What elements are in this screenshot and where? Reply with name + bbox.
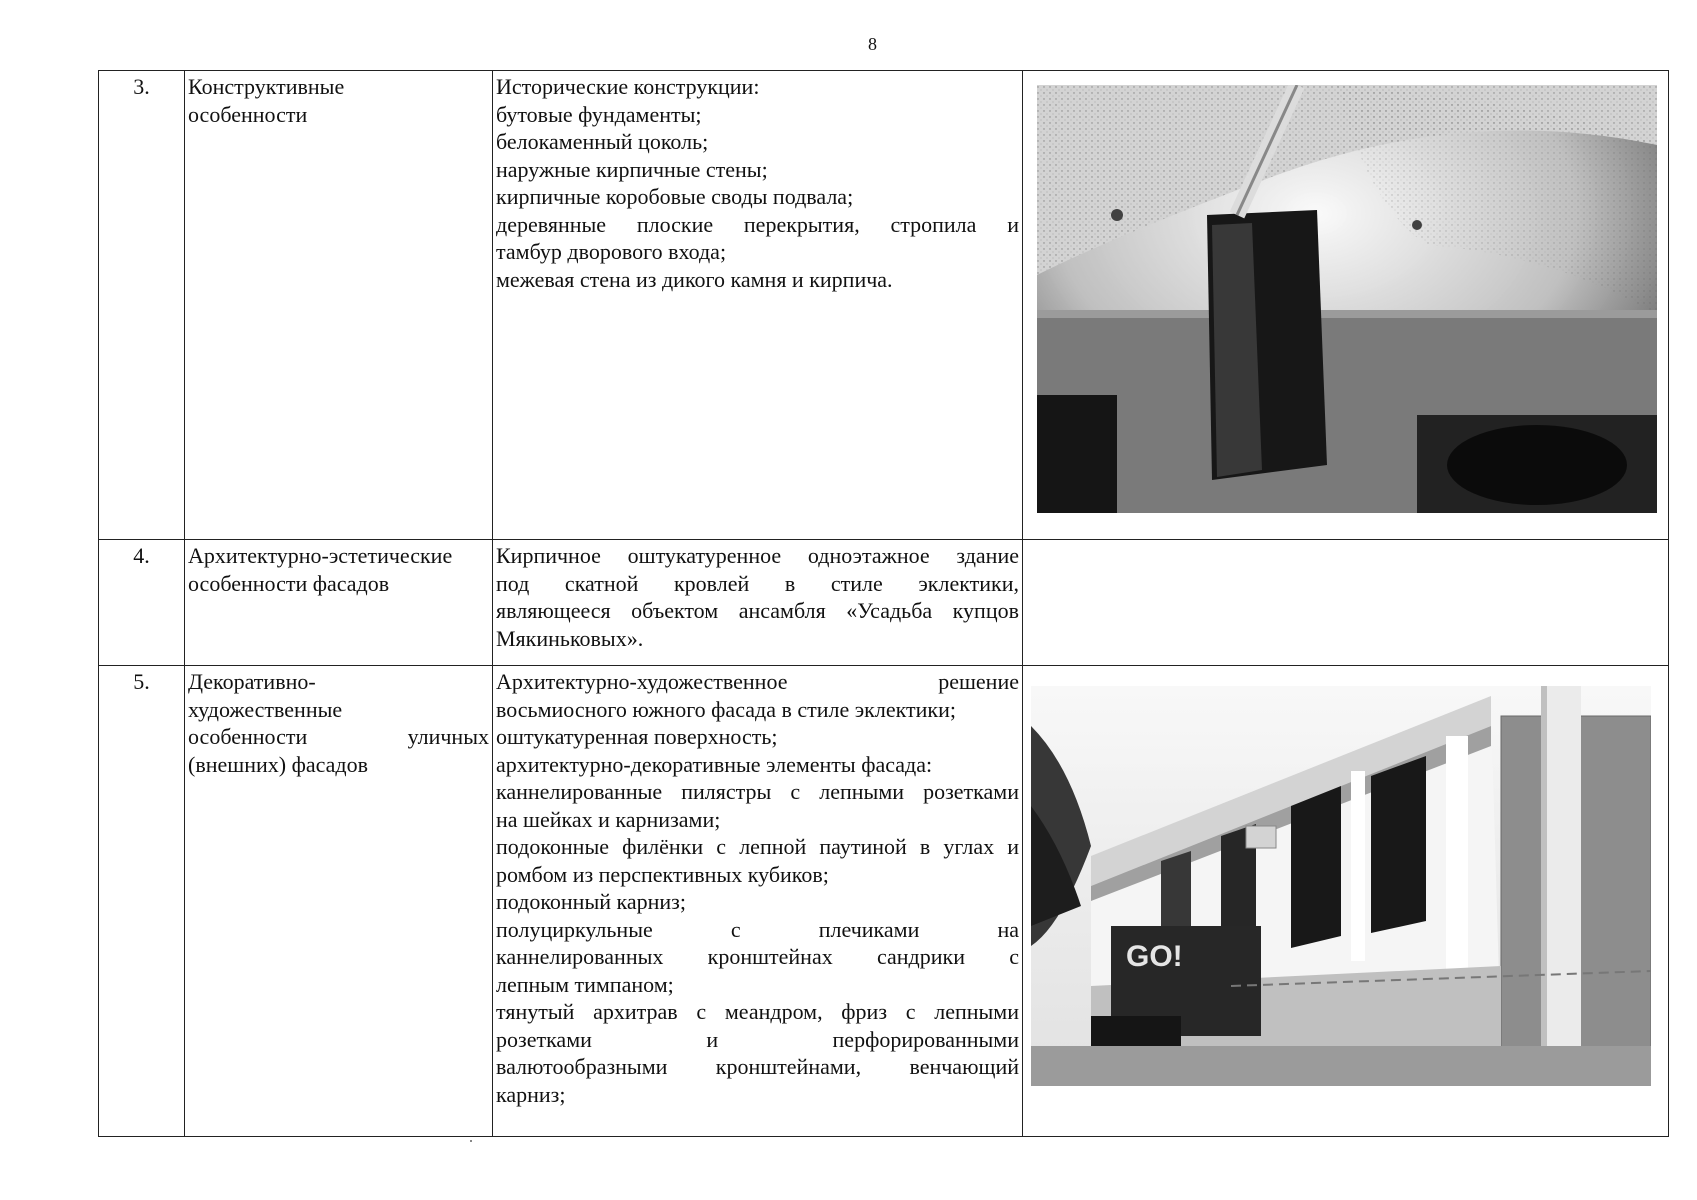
row-title — [185, 666, 493, 1137]
description-line: подоконный карниз; — [496, 889, 686, 914]
title-line: художественные — [188, 696, 343, 722]
photo-south-facade — [1031, 686, 1651, 1086]
description-line: являющееся объектом ансамбля «Усадьба купцов — [496, 598, 1019, 623]
title-line: особенности уличных — [188, 724, 489, 749]
description-line: под скатной кровлей в стиле эклектики, — [496, 570, 1019, 596]
row-photo-empty — [1023, 540, 1669, 666]
description-line: каннелированных кронштейнах сандрики с — [496, 944, 1019, 969]
description-line: оштукатуренная поверхность; — [496, 724, 778, 749]
description-line: межевая стена из дикого камня и кирпича. — [496, 266, 893, 292]
description-line: белокаменный цоколь; — [496, 129, 709, 154]
description-line: наружные кирпичные стены; — [496, 156, 768, 182]
title-line: Декоративно- — [188, 669, 316, 694]
description-line: тамбур дворового входа; — [496, 239, 727, 264]
row-number: 3. — [99, 71, 185, 540]
description-line: Кирпичное оштукатуренное одноэтажное здание — [496, 543, 1019, 568]
description-line: подоконные филёнки с лепной паутиной в углах и — [496, 834, 1019, 859]
scan-speck — [470, 1140, 472, 1142]
description-line: кирпичные коробовые своды подвала; — [496, 184, 854, 209]
table-row — [99, 666, 1669, 1137]
description-line: каннелированные пилястры с лепными розетками — [496, 779, 1019, 804]
table-row — [99, 71, 1669, 540]
row-description — [493, 71, 1023, 540]
title-line: особенности фасадов — [188, 570, 390, 596]
description-line: Архитектурно-художественное решение — [496, 669, 1019, 694]
description-line: бутовые фундаменты; — [496, 101, 702, 127]
description-line: лепным тимпаном; — [496, 971, 674, 997]
description-line: розетками и перфорированными — [496, 1026, 1019, 1052]
row-number: 5. — [99, 666, 185, 1137]
description-line: восьмиосного южного фасада в стиле эклектики; — [496, 696, 956, 722]
properties-table — [98, 70, 1669, 1137]
row-photo — [1023, 71, 1669, 540]
description-line: на шейках и карнизами; — [496, 806, 721, 832]
row-title — [185, 71, 493, 540]
table-row — [99, 540, 1669, 666]
page-number: 8 — [868, 34, 877, 54]
description-line: полуциркульные с плечиками на — [496, 916, 1019, 942]
row-description — [493, 540, 1023, 666]
description-line: валютообразными кронштейнами, венчающий — [496, 1054, 1019, 1079]
title-line: особенности — [188, 101, 308, 127]
svg-text:GO!: GO! — [1126, 940, 1183, 973]
title-line: (внешних) фасадов — [188, 751, 368, 777]
description-line: ромбом из перспективных кубиков; — [496, 861, 829, 887]
title-line: Архитектурно-эстетические — [188, 543, 453, 568]
photo-vaulted-basement — [1037, 85, 1657, 513]
row-photo — [1023, 666, 1669, 1137]
row-title — [185, 540, 493, 666]
description-line: Мякиньковых». — [496, 625, 644, 651]
title-line: Конструктивные — [188, 74, 345, 99]
row-description — [493, 666, 1023, 1137]
description-line: тянутый архитрав с меандром, фриз с лепными — [496, 999, 1019, 1024]
description-line: карниз; — [496, 1081, 566, 1107]
description-line: Исторические конструкции: — [496, 74, 760, 99]
description-line: деревянные плоские перекрытия, стропила и — [496, 211, 1019, 237]
row-number: 4. — [99, 540, 185, 666]
description-line: архитектурно-декоративные элементы фасада: — [496, 751, 933, 777]
